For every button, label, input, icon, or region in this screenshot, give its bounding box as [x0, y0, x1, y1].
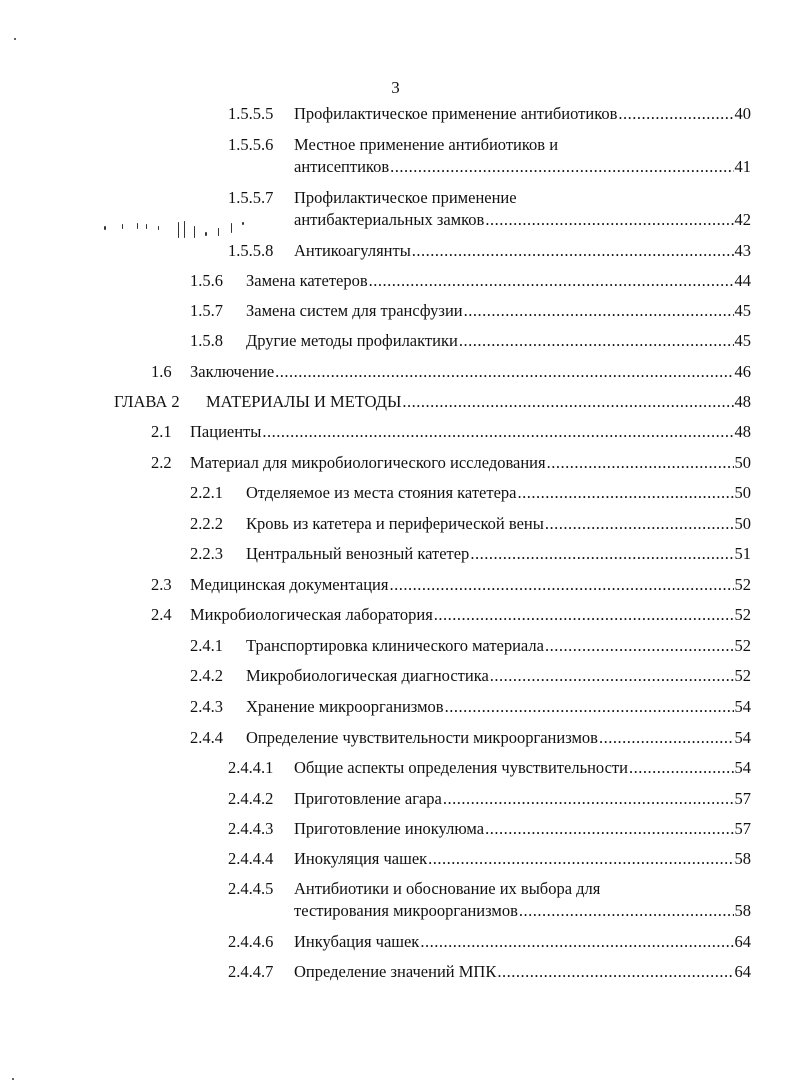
- dot-leader: [464, 300, 734, 321]
- toc-entry-2-4-2[interactable]: [190, 665, 751, 686]
- toc-page: 52: [734, 575, 751, 594]
- scan-speck: [122, 224, 123, 229]
- toc-number: 1.5.5.7: [228, 188, 274, 207]
- toc-page: 54: [734, 758, 751, 777]
- toc-entry-2-4-3[interactable]: [190, 696, 751, 717]
- toc-title: Пациенты: [190, 422, 262, 441]
- toc-entry-2-2-3[interactable]: [190, 543, 751, 564]
- toc-title: Приготовление инокулюма: [294, 819, 485, 838]
- scan-speck: [218, 228, 219, 236]
- dot-leader: [434, 604, 734, 625]
- toc-number: 1.5.7: [190, 301, 223, 320]
- toc-title: Другие методы профилактики: [246, 331, 458, 350]
- toc-number: 2.4.4.5: [228, 879, 274, 898]
- toc-page: 48: [734, 392, 751, 411]
- toc-title: Материал для микробиологического исследования: [190, 453, 546, 472]
- scan-speck: [231, 223, 232, 233]
- toc-number: 2.4.4: [190, 728, 223, 747]
- scan-speck: [184, 221, 185, 238]
- toc-entry-2-4-4[interactable]: [190, 727, 751, 748]
- toc-number: 1.6: [151, 362, 172, 381]
- toc-page: 41: [734, 157, 751, 176]
- toc-title: Микробиологическая лаборатория: [190, 605, 433, 624]
- toc-entry-2-4-1[interactable]: [190, 635, 751, 656]
- dot-leader: [599, 727, 734, 748]
- scan-speck: [146, 224, 147, 229]
- scan-speck: [158, 226, 159, 230]
- toc-title: Определение чувствительности микроорганизмов: [246, 728, 598, 747]
- toc-number: 2.4.3: [190, 697, 223, 716]
- dot-leader: [390, 156, 733, 177]
- toc-title: Профилактическое применение: [294, 188, 517, 207]
- toc-page: 57: [734, 789, 751, 808]
- toc-entry-1-5-5-5[interactable]: [228, 103, 751, 124]
- toc-title: Медицинская документация: [190, 575, 389, 594]
- toc-page: 58: [734, 849, 751, 868]
- toc-title: Приготовление агара: [294, 789, 442, 808]
- dot-leader: [428, 848, 733, 869]
- dot-leader: [490, 665, 734, 686]
- dot-leader: [459, 330, 734, 351]
- dot-leader: [262, 421, 733, 442]
- toc-entry-1-5-7[interactable]: [190, 300, 751, 321]
- toc-entry-2-4-4-3[interactable]: [228, 818, 751, 839]
- dot-leader: [485, 209, 733, 230]
- dot-leader: [470, 543, 733, 564]
- toc-number: 2.4.4.1: [228, 758, 274, 777]
- scan-speck: [205, 232, 207, 236]
- toc-title: Кровь из катетера и периферической вены: [246, 514, 544, 533]
- toc-title: МАТЕРИАЛЫ И МЕТОДЫ: [206, 392, 402, 411]
- dot-leader: [545, 635, 734, 656]
- toc-title: Хранение микроорганизмов: [246, 697, 444, 716]
- toc-entry-2-4-4-1[interactable]: [228, 757, 751, 778]
- toc-page: 46: [734, 362, 751, 381]
- dot-leader: [519, 900, 734, 921]
- dot-leader: [445, 696, 734, 717]
- toc-entry-1-5-5-6[interactable]: [228, 134, 751, 178]
- toc-number: 2.3: [151, 575, 172, 594]
- toc-number: 1.5.8: [190, 331, 223, 350]
- toc-title: Инкубация чашек: [294, 932, 420, 951]
- dot-leader: [545, 513, 734, 534]
- toc-page: 45: [734, 301, 751, 320]
- toc-entry-2-1[interactable]: [151, 421, 751, 442]
- page-number: 3: [391, 78, 400, 97]
- toc-entry-1-5-6[interactable]: [190, 270, 751, 291]
- scan-speck: [12, 1078, 14, 1080]
- toc-number: 2.2.1: [190, 483, 223, 502]
- toc-title-continued: тестирования микроорганизмов: [294, 901, 518, 920]
- toc-number: 2.4.1: [190, 636, 223, 655]
- toc-entry-1-6[interactable]: [151, 361, 751, 382]
- dot-leader: [389, 574, 733, 595]
- toc-page: 42: [734, 210, 751, 229]
- toc-title: Профилактическое применение антибиотиков: [294, 104, 618, 123]
- dot-leader: [369, 270, 734, 291]
- toc-entry-2-4-4-5[interactable]: [228, 878, 751, 922]
- toc-entry-1-5-5-8[interactable]: [228, 240, 751, 261]
- dot-leader: [402, 391, 733, 412]
- toc-title: Центральный венозный катетер: [246, 544, 470, 563]
- toc-number: 2.4: [151, 605, 172, 624]
- toc-entry-chapter-2[interactable]: [114, 391, 751, 412]
- toc-number: 2.4.4.3: [228, 819, 274, 838]
- dot-leader: [485, 818, 733, 839]
- scan-speck: [178, 222, 179, 238]
- toc-title-continued: антибактериальных замков: [294, 210, 485, 229]
- dot-leader: [497, 961, 733, 982]
- toc-entry-1-5-8[interactable]: [190, 330, 751, 351]
- scan-speck: [14, 38, 16, 40]
- toc-page: 52: [734, 605, 751, 624]
- toc-page: 64: [734, 932, 751, 951]
- toc-entry-2-3[interactable]: [151, 574, 751, 595]
- toc-page: 44: [734, 271, 751, 290]
- toc-page: 58: [734, 901, 751, 920]
- toc-entry-2-4-4-7[interactable]: [228, 961, 751, 982]
- toc-page: 40: [734, 104, 751, 123]
- toc-number: 1.5.5.8: [228, 241, 274, 260]
- toc-page: 48: [734, 422, 751, 441]
- scan-speck: [242, 222, 244, 225]
- toc-title: Отделяемое из места стояния катетера: [246, 483, 517, 502]
- toc-entry-2-4[interactable]: [151, 604, 751, 625]
- toc-number: 2.1: [151, 422, 172, 441]
- toc-number: 2.2: [151, 453, 172, 472]
- toc-title: Микробиологическая диагностика: [246, 666, 489, 685]
- toc-number: 1.5.6: [190, 271, 223, 290]
- toc-page: 52: [734, 666, 751, 685]
- toc-number: 2.4.4.4: [228, 849, 274, 868]
- toc-page: 50: [734, 453, 751, 472]
- toc-title-continued: антисептиков: [294, 157, 390, 176]
- toc-page: 50: [734, 514, 751, 533]
- dot-leader: [547, 452, 734, 473]
- dot-leader: [629, 757, 734, 778]
- toc-page: 54: [734, 728, 751, 747]
- toc-title: Определение значений МПК: [294, 962, 497, 981]
- toc-page: 52: [734, 636, 751, 655]
- toc-title: Антибиотики и обоснование их выбора для: [294, 879, 601, 898]
- dot-leader: [275, 361, 733, 382]
- dot-leader: [517, 482, 733, 503]
- toc-number: 1.5.5.5: [228, 104, 274, 123]
- toc-title: Местное применение антибиотиков и: [294, 135, 559, 154]
- scan-speck: [137, 223, 138, 229]
- scan-speck: [194, 226, 195, 238]
- toc-title: Общие аспекты определения чувствительности: [294, 758, 628, 777]
- toc-page: 64: [734, 962, 751, 981]
- toc-title: Инокуляция чашек: [294, 849, 428, 868]
- dot-leader: [443, 788, 734, 809]
- toc-entry-2-2-1[interactable]: [190, 482, 751, 503]
- toc-number: 2.2.3: [190, 544, 223, 563]
- toc-entry-2-2-2[interactable]: [190, 513, 751, 534]
- toc-page: 51: [734, 544, 751, 563]
- toc-title: Замена катетеров: [246, 271, 368, 290]
- toc-title: Замена систем для трансфузии: [246, 301, 463, 320]
- toc-page: 43: [734, 241, 751, 260]
- toc-number: 2.4.4.2: [228, 789, 274, 808]
- dot-leader: [420, 931, 733, 952]
- toc-number: 2.4.4.7: [228, 962, 274, 981]
- dot-leader: [412, 240, 734, 261]
- toc-number: 2.4.2: [190, 666, 223, 685]
- toc-title: Заключение: [190, 362, 275, 381]
- toc-number: 2.4.4.6: [228, 932, 274, 951]
- toc-number: 2.2.2: [190, 514, 223, 533]
- toc-number: 1.5.5.6: [228, 135, 274, 154]
- toc-page: 45: [734, 331, 751, 350]
- toc-page: 54: [734, 697, 751, 716]
- toc-entry-2-4-4-6[interactable]: [228, 931, 751, 952]
- toc-page: 50: [734, 483, 751, 502]
- scan-speck: [104, 226, 106, 230]
- toc-number: ГЛАВА 2: [114, 392, 180, 411]
- toc-title: Транспортировка клинического материала: [246, 636, 544, 655]
- toc-entry-1-5-5-7[interactable]: [228, 187, 751, 231]
- dot-leader: [618, 103, 733, 124]
- toc-entry-2-4-4-2[interactable]: [228, 788, 751, 809]
- toc-entry-2-2[interactable]: [151, 452, 751, 473]
- toc-title: Антикоагулянты: [294, 241, 411, 260]
- toc-entry-2-4-4-4[interactable]: [228, 848, 751, 869]
- toc-page: 57: [734, 819, 751, 838]
